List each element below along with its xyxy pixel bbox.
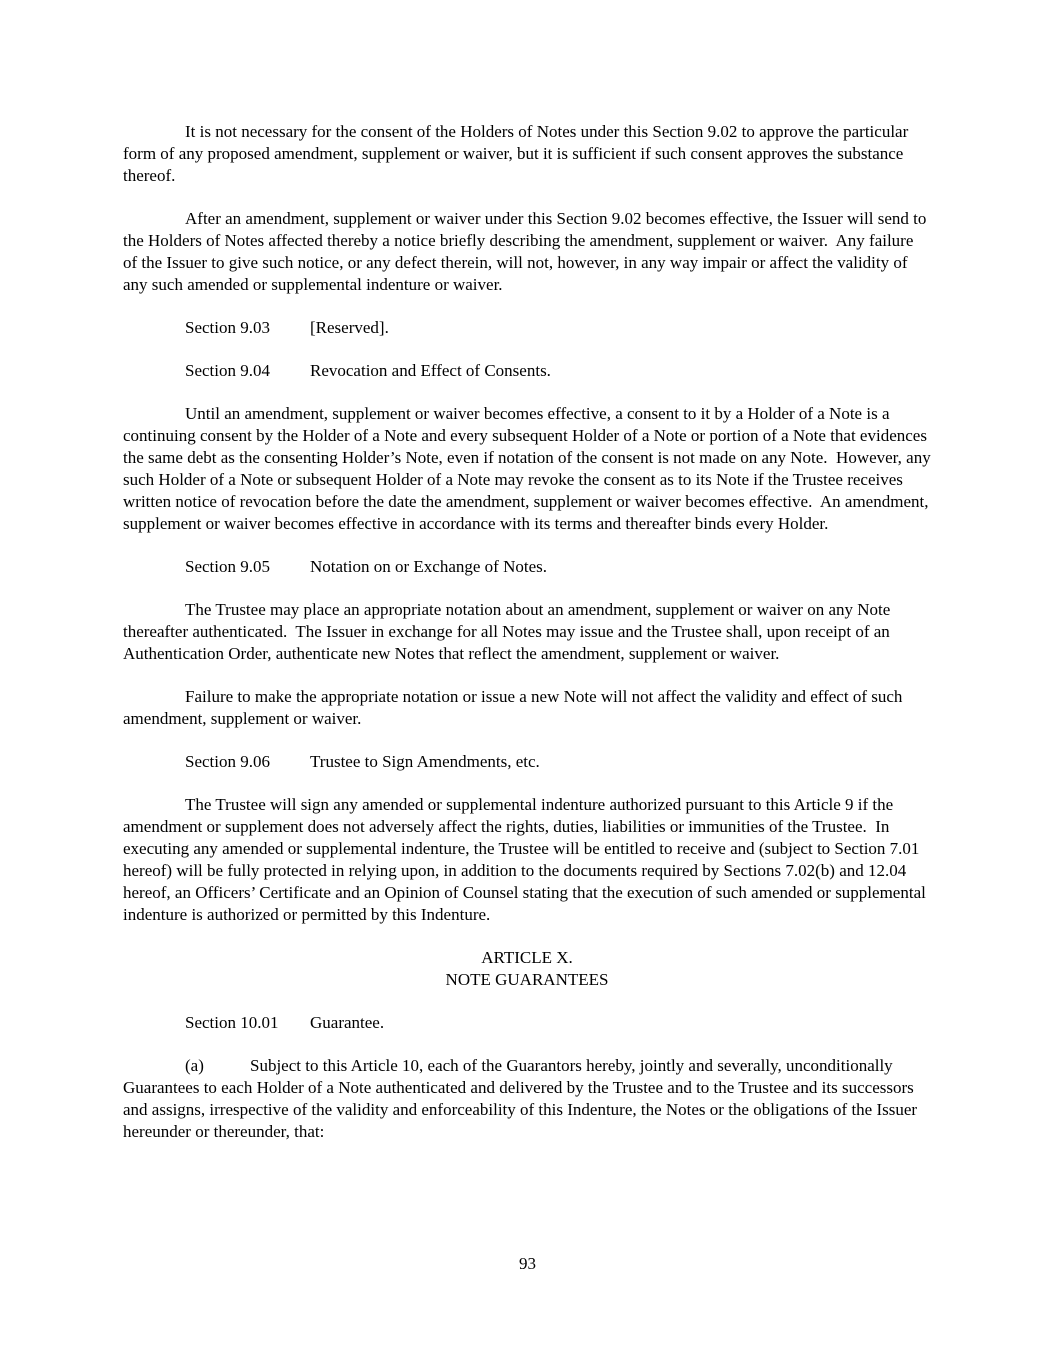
section-number: Section 9.05 <box>185 557 270 576</box>
section-heading <box>123 751 931 773</box>
section-title: Guarantee. <box>310 1013 385 1032</box>
page-number: 93 <box>519 1254 536 1273</box>
section-heading <box>123 360 931 382</box>
section-title: Notation on or Exchange of Notes. <box>310 557 547 576</box>
labeled-paragraph <box>123 1055 931 1143</box>
section-title: Revocation and Effect of Consents. <box>310 361 551 380</box>
section-number: Section 9.03 <box>185 318 270 337</box>
section-title: [Reserved]. <box>310 318 389 337</box>
paragraph-text: Subject to this Article 10, each of the Guarantors hereby, jointly and severally, unconditionally Guarantees to each Holder of a Note authenticated and delivered by the Trustee and to the Trustee and its successors and assigns, irrespective of the validity and enforceability of this Indenture, the Notes or the obligations of the Issuer hereunder or thereunder, that: <box>123 1056 922 1141</box>
section-heading <box>123 1012 931 1034</box>
paragraph: The Trustee will sign any amended or supplemental indenture authorized pursuant to this Article 9 if the amendment or supplement does not adversely affect the rights, duties, liabilities or immunities of the Trustee. In executing any amended or supplemental indenture, the Trustee will be entitled to receive and (subject to Section 7.01 hereof) will be fully protected in relying upon, in addition to the documents required by Sections 7.02(b) and 12.04 hereof, an Officers’ Certificate and an Opinion of Counsel stating that the execution of such amended or supplemental indenture is authorized or permitted by this Indenture. <box>123 795 931 924</box>
section-number: Section 9.06 <box>185 752 270 771</box>
section-heading <box>123 317 931 339</box>
section-number: Section 10.01 <box>185 1013 279 1032</box>
article-number-line: ARTICLE X. <box>481 948 573 967</box>
article-heading <box>123 947 931 991</box>
article-title-line: NOTE GUARANTEES <box>445 970 609 989</box>
paragraph: The Trustee may place an appropriate notation about an amendment, supplement or waiver on any Note thereafter authenticated. The Issuer in exchange for all Notes may issue and the Trustee shall, upon receipt of an Authentication Order, authenticate new Notes that reflect the amendment, supplement or waiver. <box>123 600 895 663</box>
paragraph: Failure to make the appropriate notation or issue a new Note will not affect the validity and effect of such amendment, supplement or waiver. <box>123 687 907 728</box>
paragraph: Until an amendment, supplement or waiver becomes effective, a consent to it by a Holder of a Note is a continuing consent by the Holder of a Note and every subsequent Holder of a Note or portion of a Note that evidences the same debt as the consenting Holder’s Note, even if notation of the consent is not made on any Note. However, any such Holder of a Note or subsequent Holder of a Note may revoke the consent as to its Note if the Trustee receives written notice of revocation before the date the amendment, supplement or waiver becomes effective. An amendment, supplement or waiver becomes effective in accordance with its terms and thereafter binds every Holder. <box>123 404 935 533</box>
section-number: Section 9.04 <box>185 361 270 380</box>
section-heading <box>123 556 931 578</box>
paragraph: After an amendment, supplement or waiver under this Section 9.02 becomes effective, the Issuer will send to the Holders of Notes affected thereby a notice briefly describing the amendment, supplement or waiver. Any failure of the Issuer to give such notice, or any defect therein, will not, however, in any way impair or affect the validity of any such amended or supplemental indenture or waiver. <box>123 209 931 294</box>
paragraph: It is not necessary for the consent of the Holders of Notes under this Section 9.02 to approve the particular form of any proposed amendment, supplement or waiver, but it is sufficient if such consent approves the substance thereof. <box>123 122 913 185</box>
section-title: Trustee to Sign Amendments, etc. <box>310 752 540 771</box>
paragraph-label: (a) <box>185 1056 204 1075</box>
